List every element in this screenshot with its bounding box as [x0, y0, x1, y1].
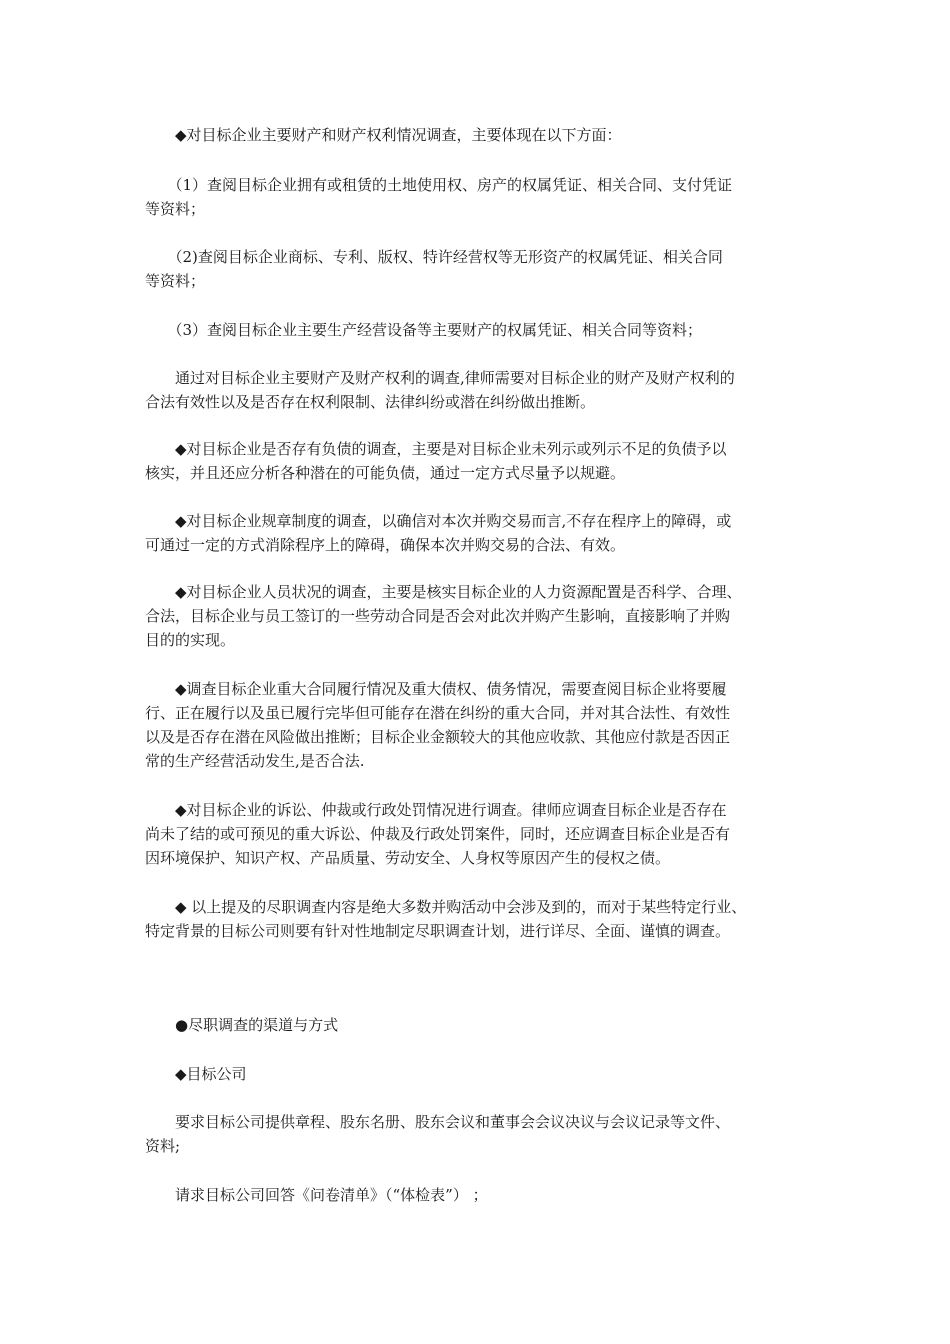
text-line: 目的的实现。 [145, 631, 236, 649]
text-line: 等资料； [145, 272, 206, 290]
text-line: 特定背景的目标公司则要有针对性地制定尽职调查计划，进行详尽、全面、谨慎的调查。 [145, 922, 731, 940]
text-line: ◆目标公司 [145, 1065, 247, 1083]
text-line: ◆调查目标企业重大合同履行情况及重大债权、债务情况，需要查阅目标企业将要履 [145, 680, 727, 698]
text-line: 通过对目标企业主要财产及财产权利的调查,律师需要对目标企业的财产及财产权利的 [145, 369, 735, 387]
paragraph-property-conclusion [145, 366, 815, 414]
paragraph-request-documents [145, 1110, 815, 1158]
text-line: （3）查阅目标企业主要生产经营设备等主要财产的权属凭证、相关合同等资料； [145, 321, 703, 339]
section-heading-channels-methods [145, 1013, 815, 1037]
text-line: 合法，目标企业与员工签订的一些劳动合同是否会对此次并购产生影响，直接影响了并购 [145, 607, 731, 625]
text-line: ◆ 以上提及的尽职调查内容是绝大多数并购活动中会涉及到的，而对于某些特定行业、 [145, 898, 747, 916]
text-line: 行、正在履行以及虽已履行完毕但可能存在潜在纠纷的重大合同，并对其合法性、有效性 [145, 704, 731, 722]
paragraph-item-2-intangible-assets [145, 245, 815, 293]
paragraph-item-1-land-use [145, 173, 815, 221]
text-line: ●尽职调查的渠道与方式 [145, 1016, 339, 1034]
text-line: ◆对目标企业的诉讼、仲裁或行政处罚情况进行调查。律师应调查目标企业是否存在 [145, 801, 727, 819]
text-line: 请求目标公司回答《问卷清单》（“体检表”） ； [145, 1186, 488, 1204]
text-line: ◆对目标企业规章制度的调查，以确信对本次并购交易而言,不存在程序上的障碍，或 [145, 512, 732, 530]
text-line: 尚未了结的或可预见的重大诉讼、仲裁及行政处罚案件，同时，还应调查目标企业是否有 [145, 825, 731, 843]
paragraph-questionnaire [145, 1183, 815, 1207]
paragraph-property-rights-heading [145, 123, 815, 147]
paragraph-liabilities [145, 437, 815, 485]
text-line: 资料; [145, 1137, 181, 1155]
paragraph-item-3-equipment [145, 318, 815, 342]
paragraph-personnel [145, 580, 815, 652]
text-line: 因环境保护、知识产权、产品质量、劳动安全、人身权等原因产生的侵权之债。 [145, 849, 671, 867]
text-line: （2)查阅目标企业商标、专利、版权、特许经营权等无形资产的权属凭证、相关合同 [145, 248, 723, 266]
text-line: ◆对目标企业主要财产和财产权利情况调查，主要体现在以下方面： [145, 126, 622, 144]
text-line: 常的生产经营活动发生,是否合法. [145, 752, 365, 770]
paragraph-rules-regulations [145, 509, 815, 557]
paragraph-major-contracts [145, 677, 815, 773]
text-line: ◆对目标企业是否存有负债的调查，主要是对目标企业未列示或列示不足的负债予以 [145, 440, 727, 458]
text-line: （1）查阅目标企业拥有或租赁的土地使用权、房产的权属凭证、相关合同、支付凭证 [145, 176, 733, 194]
text-line: 合法有效性以及是否存在权利限制、法律纠纷或潜在纠纷做出推断。 [145, 393, 596, 411]
text-line: 以及是否存在潜在风险做出推断；目标企业金额较大的其他应收款、其他应付款是否因正 [145, 728, 731, 746]
subsection-heading-target-company [145, 1062, 815, 1086]
text-line: 要求目标公司提供章程、股东名册、股东会议和董事会会议决议与会议记录等文件、 [145, 1113, 731, 1131]
text-line: 可通过一定的方式消除程序上的障碍，确保本次并购交易的合法、有效。 [145, 536, 626, 554]
text-line: 等资料； [145, 200, 206, 218]
paragraph-summary [145, 895, 815, 943]
text-line: 核实，并且还应分析各种潜在的可能负债，通过一定方式尽量予以规避。 [145, 464, 626, 482]
text-line: ◆对目标企业人员状况的调查，主要是核实目标企业的人力资源配置是否科学、合理、 [145, 583, 742, 601]
paragraph-litigation [145, 798, 815, 870]
